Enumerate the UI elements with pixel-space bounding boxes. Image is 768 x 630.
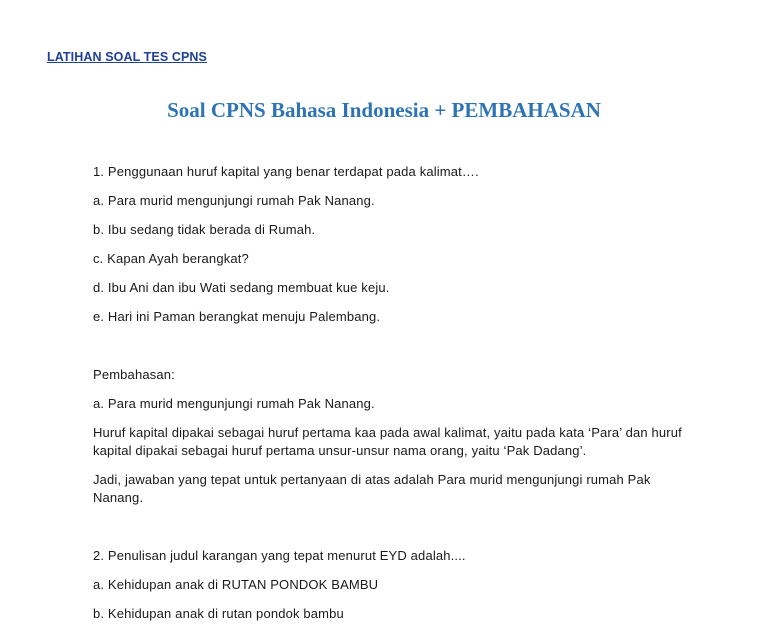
discussion-1-answer: a. Para murid mengunjungi rumah Pak Nanang. bbox=[93, 396, 375, 411]
discussion-1-explanation-line-2: kapital dipakai sebagai huruf pertama unsur-unsur nama orang, yaitu ‘Pak Dadang’. bbox=[93, 443, 587, 458]
question-2-prompt: 2. Penulisan judul karangan yang tepat menurut EYD adalah.... bbox=[93, 548, 466, 563]
question-2-option-a: a. Kehidupan anak di RUTAN PONDOK BAMBU bbox=[93, 577, 379, 592]
question-1-prompt: 1. Penggunaan huruf kapital yang benar terdapat pada kalimat…. bbox=[93, 164, 479, 179]
question-2-option-b: b. Kehidupan anak di rutan pondok bambu bbox=[93, 606, 344, 621]
document-title: Soal CPNS Bahasa Indonesia + PEMBAHASAN bbox=[167, 98, 601, 122]
question-1-option-b: b. Ibu sedang tidak berada di Rumah. bbox=[93, 222, 316, 237]
discussion-1-conclusion-line-2: Nanang. bbox=[93, 490, 144, 505]
discussion-1-explanation-line-1: Huruf kapital dipakai sebagai huruf pertama kaa pada awal kalimat, yaitu pada kata ‘Para’ dan huruf bbox=[93, 425, 682, 440]
header-link[interactable]: LATIHAN SOAL TES CPNS bbox=[47, 50, 207, 64]
question-1-option-c: c. Kapan Ayah berangkat? bbox=[93, 251, 249, 266]
discussion-1-conclusion-line-1: Jadi, jawaban yang tepat untuk pertanyaan di atas adalah Para murid mengunjungi rumah Pak bbox=[93, 472, 651, 487]
discussion-1-heading: Pembahasan: bbox=[93, 367, 175, 382]
question-1-option-d: d. Ibu Ani dan ibu Wati sedang membuat kue keju. bbox=[93, 280, 390, 295]
question-1-option-a: a. Para murid mengunjungi rumah Pak Nanang. bbox=[93, 193, 375, 208]
question-1-option-e: e. Hari ini Paman berangkat menuju Palembang. bbox=[93, 309, 381, 324]
